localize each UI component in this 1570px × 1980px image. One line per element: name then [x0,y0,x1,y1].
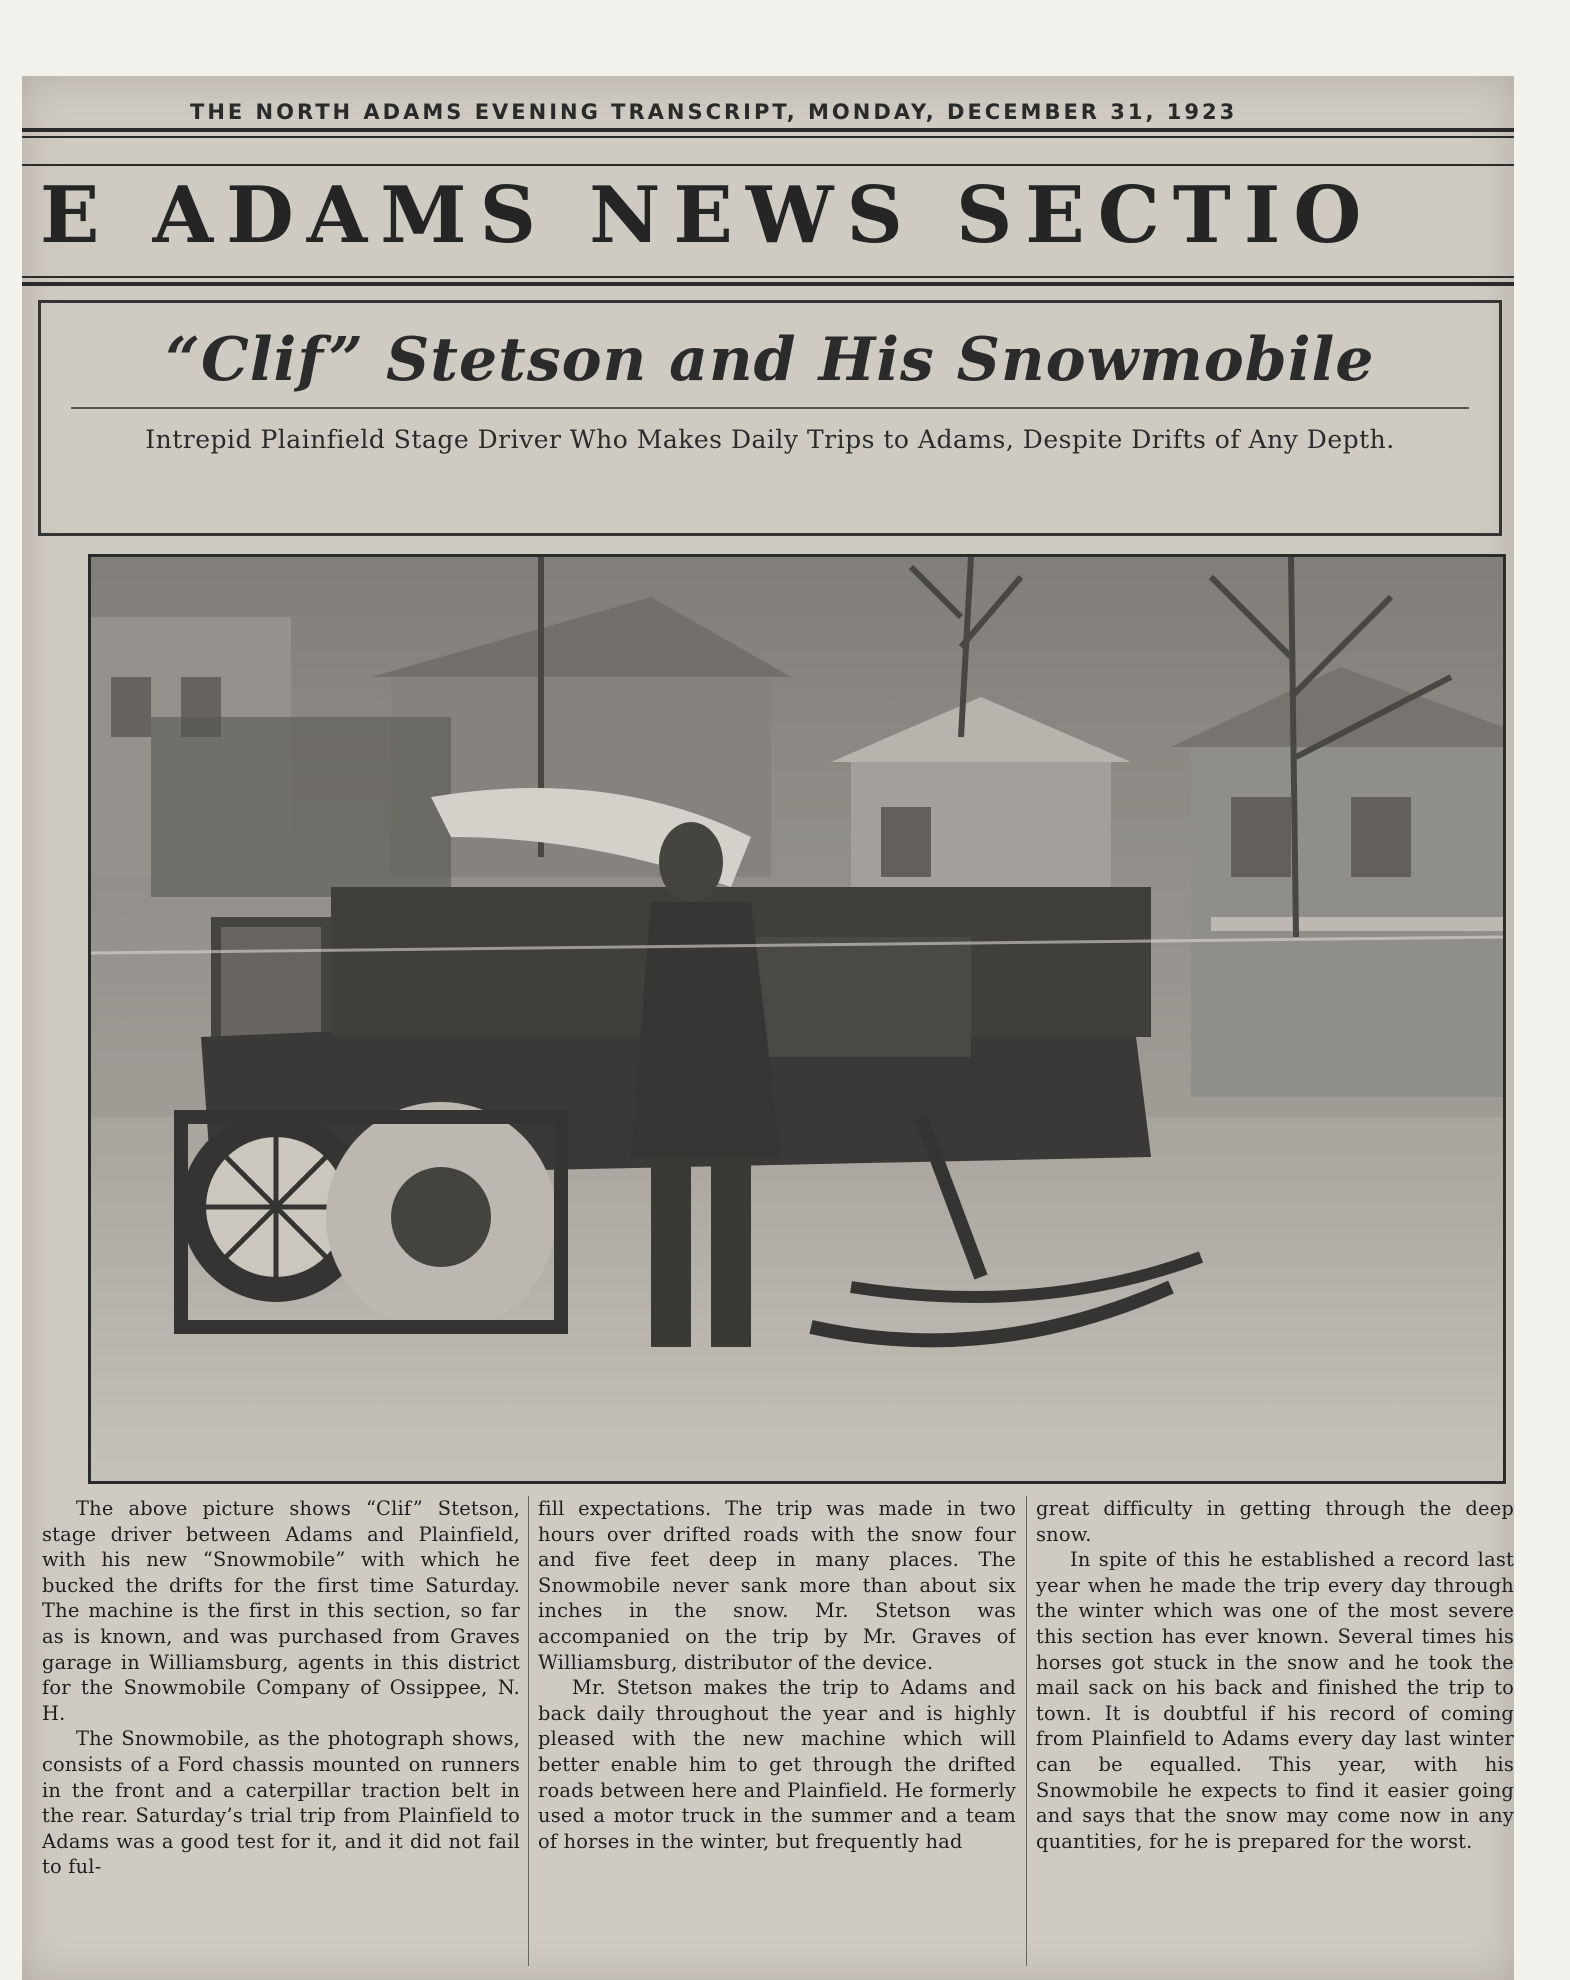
column-3-paragraph-2: In spite of this he established a record last year when he made the trip every day through the winter which was one of the most severe this section has ever known. Several times his horses got stuck in the snow and he took the mail sack on his back and finished the trip to town. It is doubtful if his record of coming from Plainfield to Adams every day last winter can be equalled. This year, with his Snowmobile he expects to find it easier going and says that the snow may come now in any quantities, for he is prepared for the worst. [1036,1548,1514,1853]
column-3-paragraph-1: great difficulty in getting through the deep snow. [1036,1497,1514,1546]
column-2-paragraph-2: Mr. Stetson makes the trip to Adams and back daily throughout the year and is highly pleased with the new machine which will better enable him to get through the drifted roads between here and Plainfield. He formerly used a motor truck in the summer and a team of horses in the winter, but frequently had [538,1676,1016,1853]
masthead-rule-mid [22,164,1514,166]
column-divider-2 [1026,1496,1027,1966]
section-banner: E ADAMS NEWS SECTIO [40,170,1375,261]
article-column-3 [1036,1496,1514,1966]
column-1-paragraph-2: The Snowmobile, as the photograph shows, consists of a Ford chassis mounted on runners in the front and a caterpillar traction belt in the rear. Saturday’s trial trip from Plainfield to Adams was a good test for it, and it did not fail to ful- [42,1727,520,1879]
article-column-2 [538,1496,1016,1966]
article-column-1 [42,1496,520,1966]
article-headline: “Clif” Stetson and His Snowmobile [165,325,1375,395]
headline-box [38,300,1502,536]
article-subheadline: Intrepid Plainfield Stage Driver Who Makes Daily Trips to Adams, Despite Drifts of Any Depth. [145,425,1395,454]
column-1-paragraph-1: The above picture shows “Clif” Stetson, stage driver between Adams and Plainfield, with his new “Snowmobile” with which he bucked the drifts for the first time Saturday. The machine is the first in this section, so far as is known, and was purchased from Graves garage in Williamsburg, agents in this district for the Snowmobile Company of Ossippee, N. H. [42,1497,520,1725]
column-divider-1 [528,1496,529,1966]
photo-illustration [91,557,1503,1481]
newspaper-dateline: THE NORTH ADAMS EVENING TRANSCRIPT, MONDAY, DECEMBER 31, 1923 [190,100,1238,124]
banner-rule-bottom-thin [22,276,1514,278]
headline-divider [71,407,1469,409]
column-2-paragraph-1: fill expectations. The trip was made in two hours over drifted roads with the snow four and five feet deep in many places. The Snowmobile never sank more than about six inches in the snow. Mr. Stetson was accompanied on the trip by Mr. Graves of Williamsburg, distributor of the device. [538,1497,1016,1674]
snowmobile-photograph [88,554,1506,1484]
masthead-rule-top-thin [22,136,1514,138]
masthead-rule-top [22,128,1514,132]
banner-rule-bottom [22,282,1514,286]
